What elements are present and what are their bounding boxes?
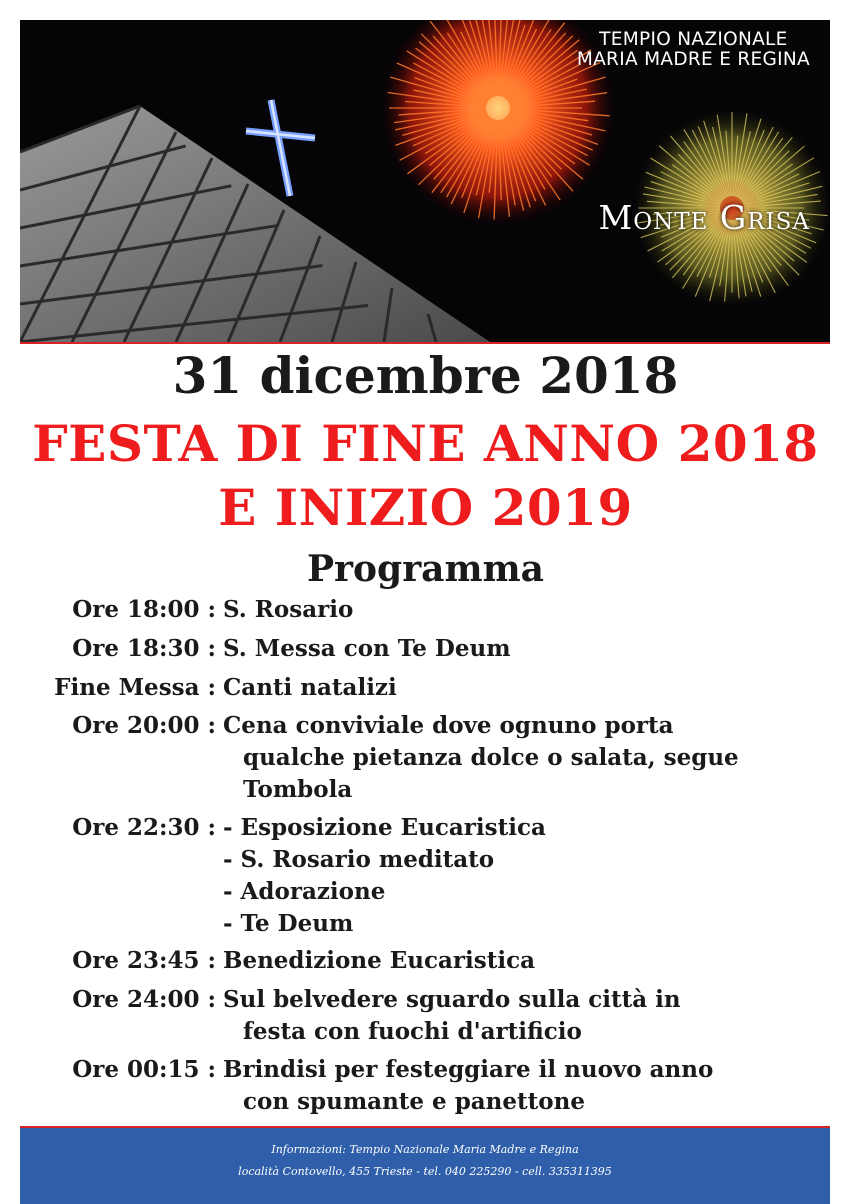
program-time: Fine Messa : [54,674,216,701]
program-time: Ore 18:00 : [72,596,216,623]
program-desc-line: S. Messa con Te Deum [223,635,511,662]
program-desc-line: qualche pietanza dolce o salata, segue [243,744,739,771]
location-name: Monte Grisa [598,198,810,237]
program-desc-line: S. Rosario [223,596,354,623]
church-name-line2: MARIA MADRE E REGINA [576,49,810,70]
program-time: Ore 23:45 : [72,947,216,974]
program-desc-line: - Adorazione [223,878,386,905]
event-title-line2: E INIZIO 2019 [218,478,633,537]
church-name [577,30,810,70]
program-desc-line: - Esposizione Eucaristica [223,814,546,841]
program-time: Ore 22:30 : [72,814,216,841]
event-date: 31 dicembre 2018 [172,346,679,405]
footer-line2: località Contovello, 455 Trieste - tel. 040 225290 - cell. 335311395 [238,1165,612,1178]
program-desc-line: Cena conviviale dove ognuno porta [223,712,674,739]
program-time: Ore 18:30 : [72,635,216,662]
program-desc-line: Sul belvedere sguardo sulla città in [223,986,681,1013]
program-desc-line: Benedizione Eucaristica [223,947,535,974]
footer-info [20,1128,830,1204]
program-time: Ore 24:00 : [72,986,216,1013]
header-photo [20,20,830,342]
program-heading: Programma [306,548,545,590]
program-desc-line: festa con fuochi d'artificio [243,1018,582,1045]
program-time: Ore 20:00 : [72,712,216,739]
program-desc-line: con spumante e panettone [243,1088,585,1115]
church-name-line1: TEMPIO NAZIONALE [599,29,788,50]
program-desc-line: Tombola [243,776,353,803]
cross-icon [246,100,315,196]
program-desc-line: - S. Rosario meditato [223,846,495,873]
program-time: Ore 00:15 : [72,1056,216,1083]
program-desc-line: - Te Deum [223,910,354,937]
footer-line1: Informazioni: Tempio Nazionale Maria Madre e Regina [271,1143,579,1156]
program-desc-line: Brindisi per festeggiare il nuovo anno [223,1056,714,1083]
program-desc-line: Canti natalizi [223,674,397,701]
top-divider [20,342,830,344]
event-title-line1: FESTA DI FINE ANNO 2018 [32,414,819,473]
